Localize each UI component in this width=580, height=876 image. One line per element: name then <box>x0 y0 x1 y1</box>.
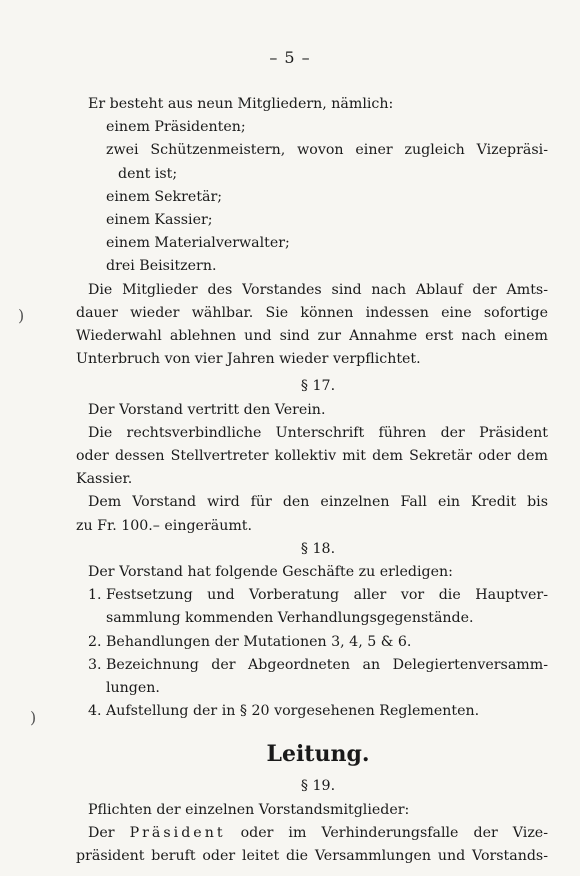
section-19 <box>76 799 548 869</box>
section-19-mark: § 19. <box>300 778 336 795</box>
text-line: lungen. <box>106 680 160 697</box>
text-line: Die rechtsverbindliche Unterschrift führen der Präsident <box>88 424 548 441</box>
list-number: 3. <box>88 656 102 673</box>
list-item <box>88 700 548 723</box>
list-number: 4. <box>88 703 102 720</box>
member-item: einem Sekretär; <box>106 188 223 205</box>
text-fragment: Der <box>88 824 130 841</box>
list-number: 2. <box>88 633 102 650</box>
text-line: Aufstellung der in § 20 vorgesehenen Reglementen. <box>106 703 480 720</box>
member-item: einem Präsidenten; <box>106 119 246 136</box>
text-line: Kassier. <box>76 471 133 488</box>
member-item: drei Beisitzern. <box>106 258 217 275</box>
section-heading: Leitung. <box>266 741 370 768</box>
list-item <box>88 584 548 630</box>
text-line: Dem Vorstand wird für den einzelnen Fall ein Kredit bis <box>88 494 548 511</box>
member-item: einem Kassier; <box>106 212 213 229</box>
text-line: dauer wieder wählbar. Sie können indessen eine sofortige <box>76 304 548 321</box>
list-number: 1. <box>88 587 102 604</box>
text-line: Unterbruch von vier Jahren wieder verpflichtet. <box>76 351 421 368</box>
member-item: einem Materialverwalter; <box>106 235 290 252</box>
text-line: sammlung kommenden Verhandlungsgegenstände. <box>106 610 474 627</box>
reelection-paragraph <box>76 279 548 372</box>
emphasized-word: Präsident <box>129 824 226 841</box>
page-number: – 5 – <box>269 48 311 67</box>
text-line: präsident beruft oder leitet die Versammlungen und Vorstands- <box>76 848 548 865</box>
margin-mark: ) <box>18 306 25 325</box>
text-line: Der Vorstand vertritt den Verein. <box>88 401 326 418</box>
text-line: Die Mitglieder des Vorstandes sind nach Ablauf der Amts- <box>88 281 548 298</box>
section-17-mark: § 17. <box>300 378 336 395</box>
text-line: oder dessen Stellvertreter kollektiv mit dem Sekretär oder dem <box>76 448 548 465</box>
member-item: zwei Schützenmeistern, wovon einer zugleich Vizepräsi- <box>106 142 548 159</box>
section-19-intro: Pflichten der einzelnen Vorstandsmitglieder: <box>88 801 410 818</box>
document-body <box>76 93 548 868</box>
list-item <box>88 631 548 654</box>
text-line: Festsetzung und Vorberatung aller vor die Hauptver- <box>106 587 548 604</box>
section-17 <box>76 399 548 538</box>
member-item: dent ist; <box>118 165 178 182</box>
text-line <box>88 822 548 845</box>
section-18-mark: § 18. <box>300 540 336 557</box>
text-line: Wiederwahl ablehnen und sind zur Annahme erst nach einem <box>76 328 548 345</box>
text-line: zu Fr. 100.– eingeräumt. <box>76 517 252 534</box>
list-item <box>88 654 548 700</box>
margin-mark: ) <box>30 708 37 727</box>
section-18 <box>88 561 548 723</box>
section-18-intro: Der Vorstand hat folgende Geschäfte zu erledigen: <box>88 564 453 581</box>
text-line: Behandlungen der Mutationen 3, 4, 5 & 6. <box>106 633 412 650</box>
text-line: Bezeichnung der Abgeordneten an Delegiertenversamm- <box>106 656 548 673</box>
text-fragment: oder im Verhinderungsfalle der Vize- <box>225 824 548 841</box>
members-intro: Er besteht aus neun Mitgliedern, nämlich: <box>88 96 394 112</box>
